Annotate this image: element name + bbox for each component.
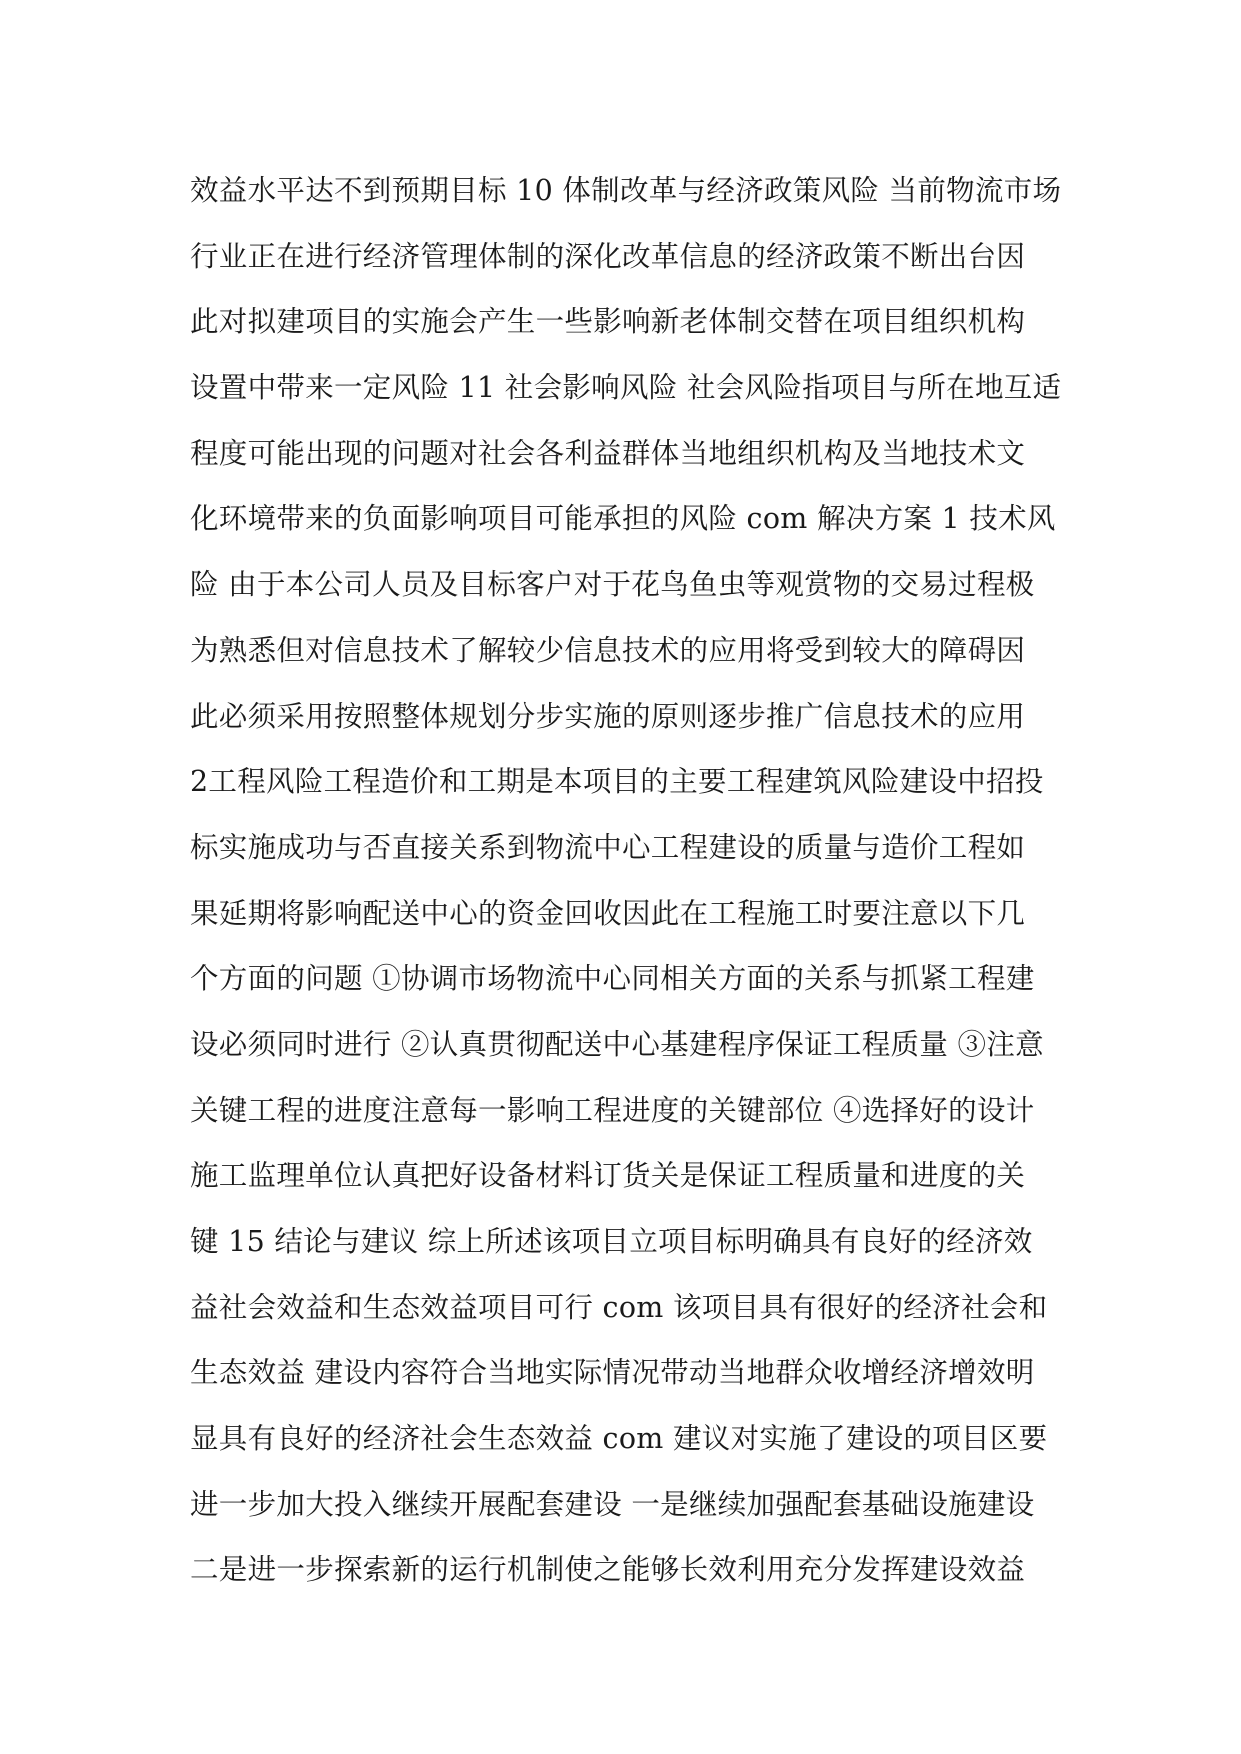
body-text [190,158,1070,1603]
text-line: 险 由于本公司人员及目标客户对于花鸟鱼虫等观赏物的交易过程极 [190,568,1035,602]
text-line: 益社会效益和生态效益项目可行 com 该项目具有很好的经济社会和 [190,1290,1048,1324]
text-line: 个方面的问题 ①协调市场物流中心同相关方面的关系与抓紧工程建 [190,962,1035,996]
text-line: 设必须同时进行 ②认真贯彻配送中心基建程序保证工程质量 ③注意 [190,1027,1044,1061]
text-line: 二是进一步探索新的运行机制使之能够长效利用充分发挥建设效益 [190,1553,1026,1587]
text-line: 施工监理单位认真把好设备材料订货关是保证工程质量和进度的关 [190,1159,1026,1193]
text-line: 生态效益 建设内容符合当地实际情况带动当地群众收增经济增效明 [190,1356,1035,1390]
text-line: 关键工程的进度注意每一影响工程进度的关键部位 ④选择好的设计 [190,1093,1035,1127]
text-line: 果延期将影响配送中心的资金回收因此在工程施工时要注意以下几 [190,896,1026,930]
text-line: 行业正在进行经济管理体制的深化改革信息的经济政策不断出台因 [190,239,1026,273]
text-line: 化环境带来的负面影响项目可能承担的风险 com 解决方案 1 技术风 [190,502,1056,536]
text-line: 此必须采用按照整体规划分步实施的原则逐步推广信息技术的应用 [190,699,1026,733]
text-line: 显具有良好的经济社会生态效益 com 建议对实施了建设的项目区要 [190,1422,1048,1456]
text-line: 程度可能出现的问题对社会各利益群体当地组织机构及当地技术文 [190,436,1026,470]
text-line: 设置中带来一定风险 11 社会影响风险 社会风险指项目与所在地互适 [190,371,1062,405]
text-line: 为熟悉但对信息技术了解较少信息技术的应用将受到较大的障碍因 [190,633,1026,667]
text-line: 效益水平达不到预期目标 10 体制改革与经济政策风险 当前物流市场 [190,174,1062,207]
text-line: 进一步加大投入继续开展配套建设 一是继续加强配套基础设施建设 [190,1487,1035,1521]
text-line: 键 15 结论与建议 综上所述该项目立项目标明确具有良好的经济效 [190,1225,1033,1258]
text-line: 此对拟建项目的实施会产生一些影响新老体制交替在项目组织机构 [190,305,1026,339]
text-line: 标实施成功与否直接关系到物流中心工程建设的质量与造价工程如 [190,830,1026,864]
text-line: 2工程风险工程造价和工期是本项目的主要工程建筑风险建设中招投 [190,765,1044,799]
